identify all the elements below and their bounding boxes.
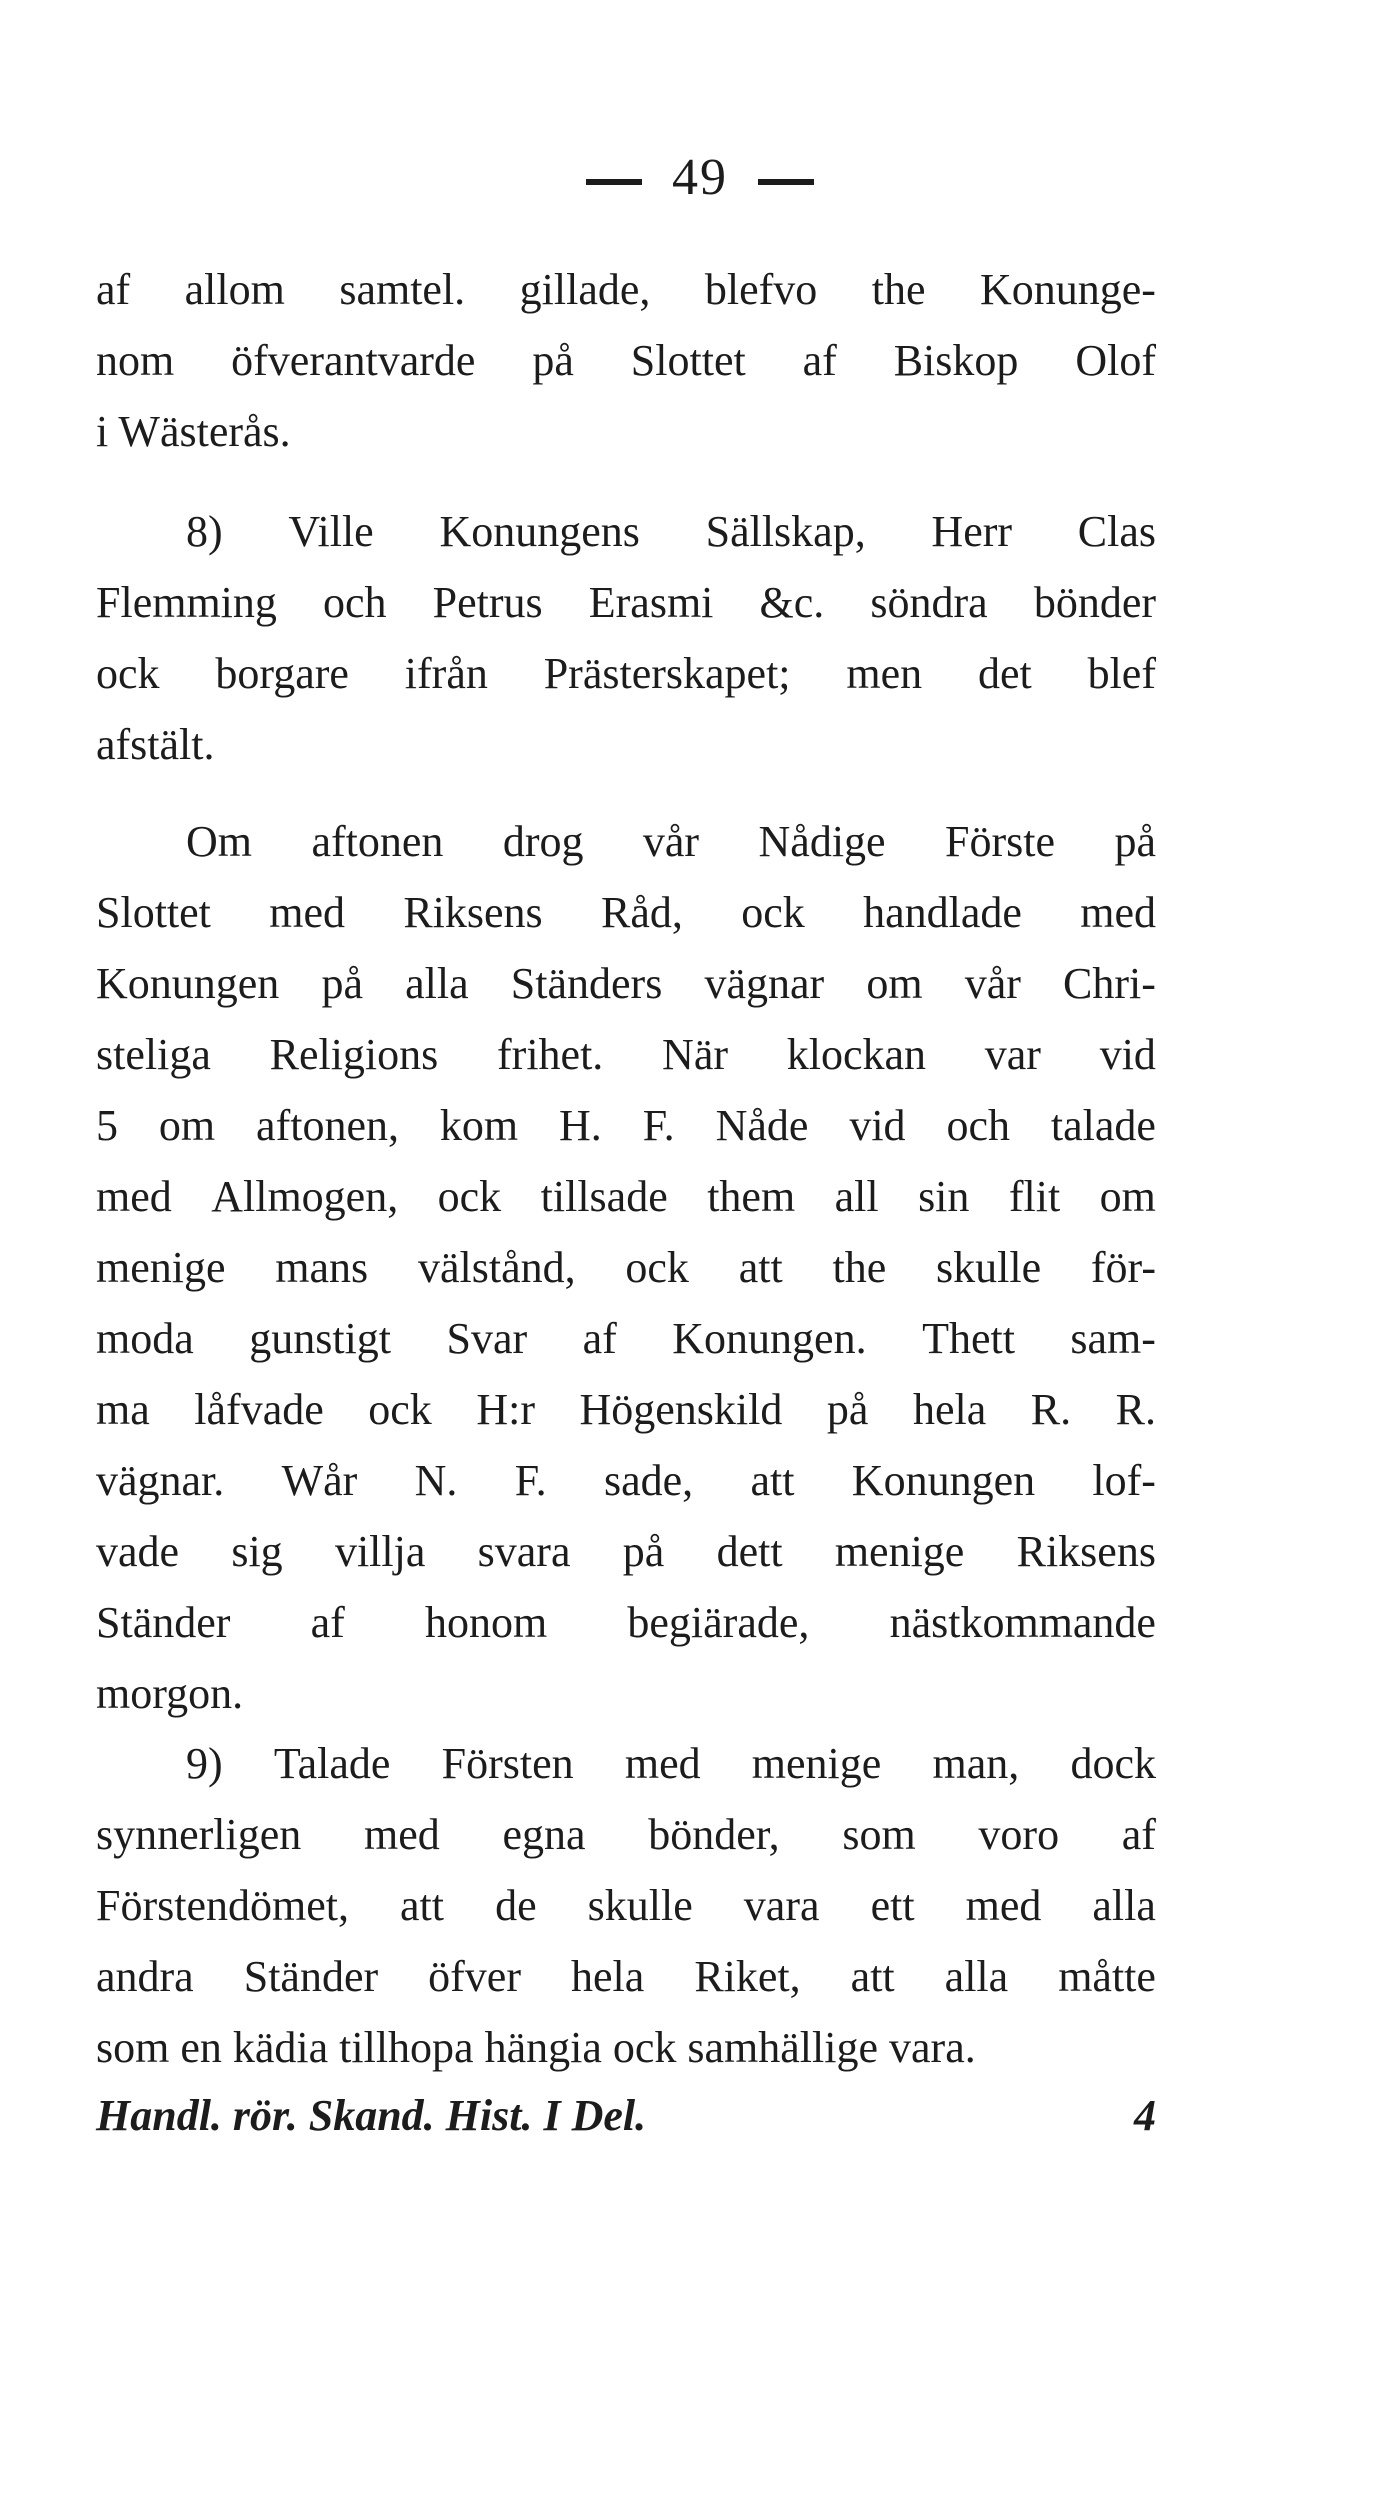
text-line: Förstendömet, att de skulle vara ett med alla [96,1881,1156,1930]
text-line: ock borgare ifrån Prästerskapet; men det blef [96,649,1156,698]
paragraph-4 [96,1728,1156,2083]
text-line: af allom samtel. gillade, blefvo the Konunge- [96,265,1156,314]
text-line: som en kädia tillhopa hängia ock samhällige vara. [96,2023,976,2072]
paragraph-1 [96,254,1156,467]
header-dash-left [586,179,642,185]
footer-title: Handl. rör. Skand. Hist. I Del. [96,2091,647,2140]
text-line: Konungen på alla Ständers vägnar om vår Chri- [96,959,1156,1008]
text-line: synnerligen med egna bönder, som voro af [96,1810,1156,1859]
text-line: vade sig villja svara på dett menige Riksens [96,1527,1156,1576]
text-line: nom öfverantvarde på Slottet af Biskop Olof [96,336,1156,385]
signature-mark: 4 [1134,2091,1156,2140]
text-line: andra Ständer öfver hela Riket, att alla måtte [96,1952,1156,2001]
text-line: steliga Religions frihet. När klockan var vid [96,1030,1156,1079]
page-footer [96,2090,1156,2141]
text-line: i Wästerås. [96,407,291,456]
header-dash-right [758,179,814,185]
text-line: ma låfvade ock H:r Högenskild på hela R. R. [96,1385,1156,1434]
text-line: moda gunstigt Svar af Konungen. Thett sam- [96,1314,1156,1363]
text-line: 9) Talade Försten med menige man, dock [186,1739,1156,1788]
text-line: menige mans välstånd, ock att the skulle för- [96,1243,1156,1292]
text-line: 8) Ville Konungens Sällskap, Herr Clas [186,507,1156,556]
text-line: Flemming och Petrus Erasmi &c. söndra bönder [96,578,1156,627]
page-header [0,148,1400,207]
text-line: Ständer af honom begiärade, nästkommande [96,1598,1156,1647]
text-line: vägnar. Wår N. F. sade, att Konungen lof- [96,1456,1156,1505]
paragraph-3 [96,806,1156,1729]
text-line: Slottet med Riksens Råd, ock handlade med [96,888,1156,937]
page-number: 49 [672,149,728,206]
paragraph-2 [96,496,1156,780]
text-line: afstält. [96,720,215,769]
text-line: med Allmogen, ock tillsade them all sin flit om [96,1172,1156,1221]
text-line: 5 om aftonen, kom H. F. Nåde vid och talade [96,1101,1156,1150]
text-line: Om aftonen drog vår Nådige Förste på [186,817,1156,866]
text-line: morgon. [96,1669,244,1718]
